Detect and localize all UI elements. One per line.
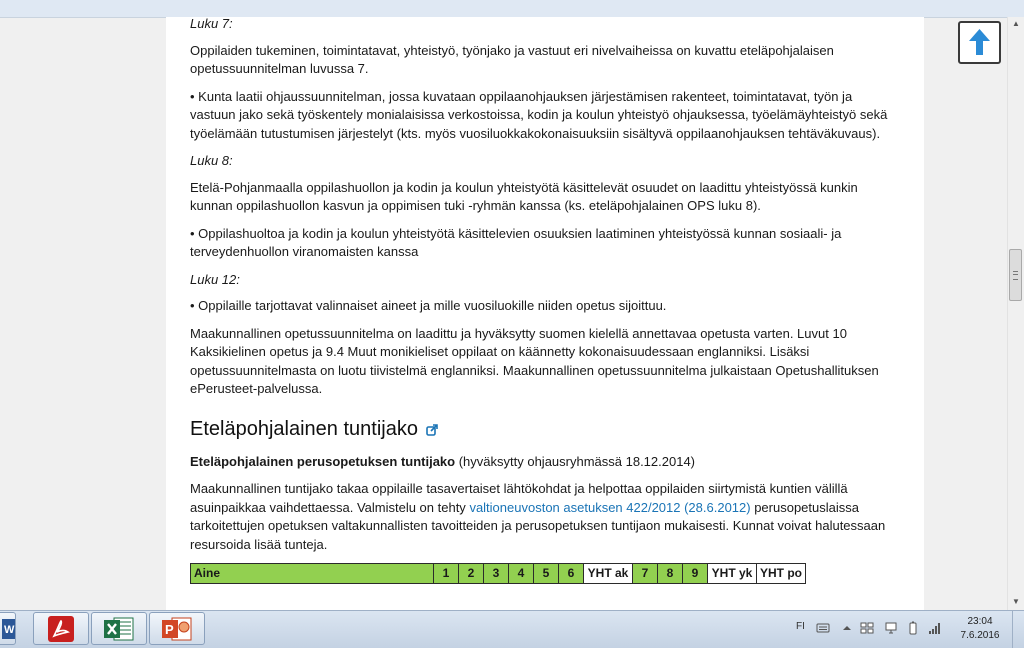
scroll-down-arrow-icon[interactable]: ▼: [1012, 597, 1020, 606]
table-header-cell: 1: [434, 564, 459, 584]
luku8-paragraph: Etelä-Pohjanmaalla oppilashuollon ja kodin ja koulun yhteistyötä käsittelevät osuudet on laadittu yhteistyössä kunkin kunnan oppilashuollon kasvun ja oppimisen tuki -ryhmän kanssa (ks. eteläpohjalainen OPS luku 8).: [190, 179, 858, 213]
network-icon[interactable]: [884, 621, 898, 635]
luku8-bullet: • Oppilashuoltoa ja kodin ja koulun yhteistyötä käsittelevien osuuksien laatiminen yhteistyössä kunnan sosiaali- ja terveydenhuollon viranomaisten kanssa: [190, 225, 842, 259]
battery-icon[interactable]: [906, 621, 920, 635]
table-header-cell: 4: [509, 564, 534, 584]
show-desktop-button[interactable]: [1012, 611, 1024, 648]
word-icon: [2, 618, 16, 640]
table-header-cell: 6: [559, 564, 584, 584]
table-header-row: [191, 564, 806, 584]
summary-paragraph: Maakunnallinen opetussuunnitelma on laadittu ja hyväksytty suomen kielellä annettavaa opetusta varten. Luvut 10 Kaksikielinen opetus ja 9.4 Muut monikieliset oppilaat on käännetty kokonaisuudessaan englanniksi. Lisäksi opetussuunnitelmasta on luotu tiivistelmä englanniksi. Maakunnallinen opetussuunnitelma julkaistaan Opetushallituksen ePerusteet-palvelussa.: [190, 325, 879, 396]
language-indicator[interactable]: FI: [796, 621, 805, 632]
table-header-cell: 5: [534, 564, 559, 584]
signal-strength-icon[interactable]: [928, 621, 942, 635]
table-header-cell: YHT yk: [708, 564, 757, 584]
tuntijako-table: [190, 563, 806, 584]
scrollbar-thumb[interactable]: [1009, 249, 1022, 301]
table-header-cell: YHT ak: [584, 564, 633, 584]
taskbar-excel-button[interactable]: [91, 612, 147, 645]
powerpoint-icon: [162, 616, 192, 642]
section-title-text: Eteläpohjalainen tuntijako: [190, 417, 418, 440]
taskbar-acrobat-button[interactable]: [33, 612, 89, 645]
clock-date: 7.6.2016: [960, 630, 1000, 641]
luku7-heading: Luku 7:: [190, 17, 233, 31]
system-clock[interactable]: [955, 615, 1005, 643]
arrow-up-icon: [960, 23, 999, 62]
table-header-cell: 8: [658, 564, 683, 584]
luku7-paragraph: Oppilaiden tukeminen, toimintatavat, yhteistyö, työnjako ja vastuut eri nivelvaiheissa on kuvattu eteläpohjalaisen opetussuunnitelman luvussa 7.: [190, 42, 834, 76]
vertical-scrollbar[interactable]: [1007, 17, 1024, 610]
table-header-cell: 2: [459, 564, 484, 584]
tuntijako-subtitle-date: (hyväksytty ohjausryhmässä 18.12.2014): [455, 453, 696, 469]
luku12-heading: Luku 12:: [190, 271, 240, 287]
tuntijako-paragraph: [190, 480, 900, 554]
table-header-cell: YHT po: [757, 564, 806, 584]
table-header-cell: Aine: [191, 564, 434, 584]
action-center-icon[interactable]: [860, 621, 874, 635]
tuntijako-text-end: perusopetuslaissa tarkoitettujen opetuksen valtakunnallisten tavoitteiden ja perusopetuksen tuntijaon mukaisesti. Kunnat voivat halutessaan resursoida lisää tunteja.: [190, 499, 886, 552]
table-header-cell: 7: [633, 564, 658, 584]
asetus-link[interactable]: valtioneuvoston asetuksen 422/2012 (28.6.2012): [469, 499, 751, 515]
chevron-up-icon[interactable]: [840, 621, 854, 635]
back-to-top-button[interactable]: [958, 21, 1001, 64]
luku12-bullet: • Oppilaille tarjottavat valinnaiset aineet ja mille vuosiluokille niiden opetus sijoittuu.: [190, 298, 667, 313]
external-link-icon[interactable]: [426, 424, 438, 436]
keyboard-icon[interactable]: [816, 621, 830, 635]
grip-icon: [1013, 271, 1018, 280]
taskbar-word-button[interactable]: [0, 612, 16, 645]
tuntijako-subtitle-bold: Eteläpohjalainen perusopetuksen tuntijako: [190, 453, 456, 469]
acrobat-icon: [48, 616, 74, 642]
scroll-up-arrow-icon[interactable]: ▲: [1012, 19, 1020, 28]
clock-time: 23:04: [967, 616, 993, 627]
article: [190, 17, 900, 584]
tuntijako-text-start: Maakunnallinen tuntijako takaa oppilaille tasavertaiset lähtökohdat ja helpottaa oppilaiden siirtymistä kuntien välillä asuinpaikkaa vaihdettaessa. Valmistelu on tehty: [190, 481, 848, 515]
luku7-bullet: • Kunta laatii ohjaussuunnitelman, jossa kuvataan oppilaanohjauksen järjestämisen rakenteet, toimintatavat, työn ja vastuun jako sekä työskentely monialaisissa verkostoissa, kodin ja koulun yhteistyö ohjauksessa, työelämäyhteistyö sekä työelämään tutustumisen järjestelyt (kts. myös vuosiluokkakokonaisuuksiin sisältyvä oppilaanohjauksen tehtäväkuvaus).: [190, 88, 888, 141]
svg-text:P: P: [165, 622, 174, 637]
svg-text:W: W: [4, 624, 15, 636]
tuntijako-subtitle: [190, 453, 900, 472]
luku8-heading: Luku 8:: [190, 153, 233, 168]
browser-top-strip: [0, 0, 1024, 18]
table-header-cell: 9: [683, 564, 708, 584]
taskbar-powerpoint-button[interactable]: [149, 612, 205, 645]
taskbar: [0, 610, 1024, 648]
page-content-area: [166, 17, 924, 610]
table-header-cell: 3: [484, 564, 509, 584]
section-title: [190, 417, 900, 441]
excel-icon: [104, 616, 134, 642]
